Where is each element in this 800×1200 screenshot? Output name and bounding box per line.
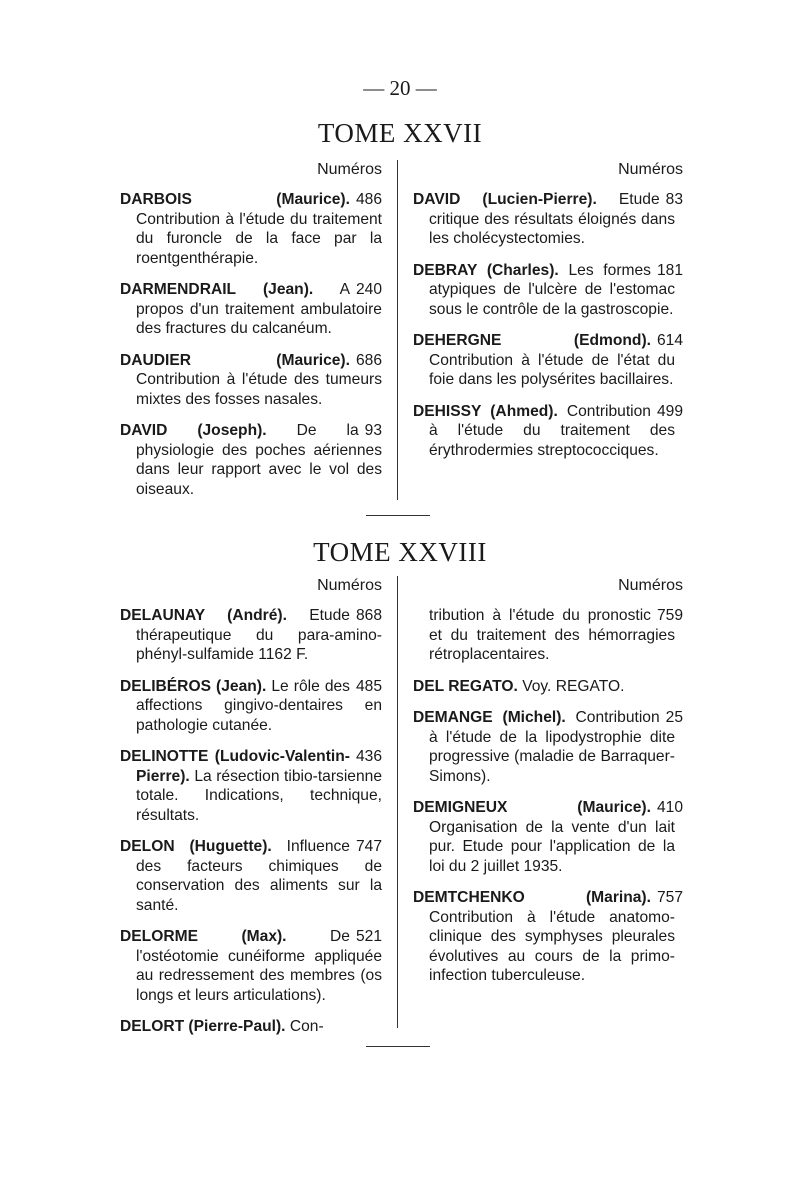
index-entry (120, 421, 382, 499)
index-entry (413, 331, 683, 390)
index-entry (413, 677, 675, 697)
page-number: — 20 — (363, 76, 437, 100)
column-header: Numéros (618, 161, 683, 178)
entry-number: 240 (355, 281, 382, 298)
section-rule (366, 1046, 430, 1047)
entry-text: Con- (289, 1018, 324, 1035)
index-entry (120, 837, 382, 915)
entry-number: 759 (656, 607, 683, 624)
entry-text: Le rôle des affections gingivo-dentaires en pathologie cutanée. (136, 677, 382, 734)
entry-number: 499 (656, 402, 683, 420)
column-header: Numéros (618, 577, 683, 594)
entry-name: DEBRAY (Charles). (413, 261, 559, 279)
entry-name: DELORME (Max). (120, 928, 287, 945)
entry-name: DEMANGE (Michel). (413, 709, 566, 726)
index-entry (120, 677, 382, 736)
entry-name: DEHERGNE (Edmond). (413, 332, 651, 349)
entry-text: Contribution à l'étude des tumeurs mixtes des fosses nasales. (136, 371, 382, 408)
entry-number: 485 (355, 677, 382, 695)
entry-number: 521 (355, 928, 382, 945)
entry-number: 410 (656, 799, 683, 816)
column-left (120, 160, 382, 511)
index-entry (413, 402, 683, 461)
entry-number: 757 (656, 889, 683, 906)
entry-text: De l'ostéotomie cunéiforme appliquée au redressement des membres (os longs et leurs articulations). (136, 928, 382, 1004)
index-entry (413, 888, 683, 986)
entry-text: La résection tibio-tarsienne totale. Indications, technique, résultats. (136, 767, 382, 824)
entry-name: DEHISSY (Ahmed). (413, 402, 558, 420)
entry-number: 83 (665, 191, 683, 208)
section-title: TOME XXVIII (313, 537, 487, 567)
column-header: Numéros (317, 161, 382, 178)
entry-text: Etude critique des résultats éloignés dans les cholécystectomies. (429, 191, 675, 247)
entry-name: DEL REGATO. (413, 677, 518, 695)
entry-number: 868 (355, 607, 382, 624)
entry-text: Contribution à l'étude de l'état du foie dans les polysérites bacillaires. (429, 351, 675, 388)
entry-number: 25 (665, 709, 683, 726)
entry-text: Voy. REGATO. (522, 677, 625, 695)
column-divider (397, 160, 398, 500)
entry-text: Contribution à l'étude de la lipodystrophie dite progressive (maladie de Barraquer-Simons). (429, 709, 675, 785)
entry-name: DELON (Huguette). (120, 838, 272, 855)
column-divider (397, 576, 398, 1028)
index-entry (413, 190, 683, 249)
index-entry (120, 280, 382, 339)
entry-text: Contribution à l'étude du traitement du furoncle de la face par la roentgenthérapie. (136, 210, 382, 267)
index-entry (120, 351, 382, 410)
entry-name: DELORT (Pierre-Paul). (120, 1018, 286, 1035)
entry-text: Les formes atypiques de l'ulcère de l'estomac sous le contrôle de la gastroscopie. (429, 261, 675, 318)
section-rule (366, 515, 430, 516)
entry-name: DARMENDRAIL (Jean). (120, 281, 314, 298)
index-entry-continuation (413, 606, 683, 665)
section-title: TOME XXVII (317, 118, 483, 148)
entry-number: 686 (355, 351, 382, 369)
entry-name: DELAUNAY (André). (120, 607, 287, 624)
entry-number: 93 (364, 422, 382, 439)
index-entry (120, 747, 382, 825)
column-right (413, 160, 683, 472)
entry-text: Influence des facteurs chimiques de conservation des aliments sur la santé. (136, 838, 382, 914)
index-entry (413, 798, 683, 876)
entry-text: De la physiologie des poches aériennes dans leur rapport avec le vol des oiseaux. (136, 422, 382, 498)
entry-text: A propos d'un traitement ambulatoire des fractures du calcanéum. (136, 281, 382, 337)
column-left (120, 576, 382, 1049)
entry-number: 486 (355, 191, 382, 208)
index-entry (413, 261, 683, 320)
index-entry (413, 708, 683, 786)
column-right (413, 576, 683, 998)
column-header: Numéros (317, 577, 382, 594)
entry-name: DEMIGNEUX (Maurice). (413, 799, 651, 816)
entry-number: 614 (656, 332, 683, 349)
entry-number: 436 (355, 748, 382, 765)
entry-text: Etude thérapeutique du para-amino-phényl-sulfamide 1162 F. (136, 607, 382, 663)
entry-text: Organisation de la vente d'un lait pur. Etude pour l'application de la loi du 2 juillet 1935. (429, 818, 675, 875)
entry-name: DAVID (Joseph). (120, 422, 267, 439)
index-entry (120, 927, 382, 1005)
entry-text: tribution à l'étude du pronostic et du traitement des hémorragies rétroplacentaires. (429, 607, 675, 663)
entry-text: Contribution à l'étude du traitement des érythrodermies streptococciques. (429, 402, 675, 459)
index-entry (120, 606, 382, 665)
entry-name: DELIBÉROS (Jean). (120, 677, 267, 695)
entry-number: 181 (656, 261, 683, 279)
entry-name: DELINOTTE (Ludovic-Valentin-Pierre). (120, 748, 350, 785)
entry-text: Contribution à l'étude anatomo-clinique des symphyses pleurales évolutives au cours de la primo-infection tuberculeuse. (429, 908, 675, 984)
entry-number: 747 (355, 838, 382, 855)
entry-name: DAVID (Lucien-Pierre). (413, 191, 597, 208)
entry-name: DAUDIER (Maurice). (120, 351, 350, 369)
index-entry (120, 1017, 382, 1037)
index-entry (120, 190, 382, 268)
entry-name: DEMTCHENKO (Marina). (413, 889, 651, 906)
entry-name: DARBOIS (Maurice). (120, 191, 350, 208)
